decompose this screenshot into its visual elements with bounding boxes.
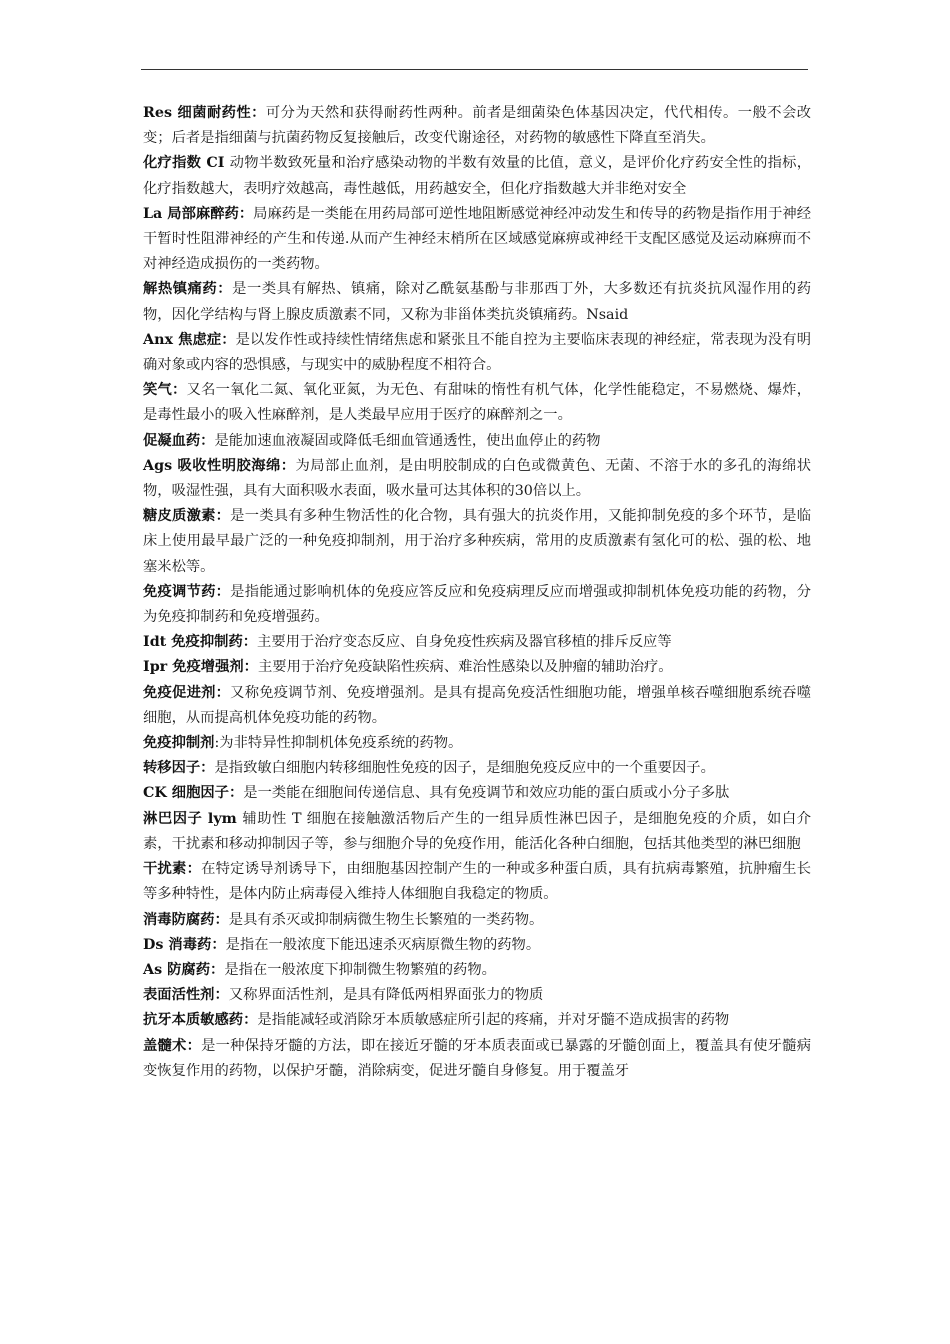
glossary-entry [143,781,811,806]
entry-definition: 动物半数致死量和治疗感染动物的半数有效量的比值，意义，是评价化疗药安全性的指标，化疗指数越大，表明疗效越高，毒性越低，用药越安全，但化疗指数越大并非绝对安全 [143,155,811,197]
glossary-entry [143,1034,811,1084]
entry-definition: 是以发作性或持续性情绪焦虑和紧张且不能自控为主要临床表现的神经症，常表现为没有明确对象或内容的恐惧感，与现实中的威胁程度不相符合。 [143,331,811,374]
glossary-entry [143,504,811,580]
entry-definition: 是指在一般浓度下能迅速杀灭病原微生物的药物。 [225,936,541,953]
glossary-entry [143,731,811,756]
entry-term: 表面活性剂： [143,987,229,1004]
glossary-entry [143,756,811,781]
entry-term: 免疫调节药： [143,583,231,600]
glossary-entry [143,655,811,680]
entry-term: 盖髓术： [143,1037,202,1054]
entry-term: La 局部麻醉药： [143,205,254,222]
entry-term: Anx 焦虑症： [143,331,236,348]
glossary-entry [143,202,811,278]
glossary-entry [143,277,811,327]
entry-definition: 又称免疫调节剂、免疫增强剂。是具有提高免疫活性细胞功能，增强单核吞噬细胞系统吞噬细胞，从而提高机体免疫功能的药物。 [143,684,812,726]
entry-definition: 是一种保持牙髓的方法，即在接近牙髓的牙本质表面或已暴露的牙髓创面上，覆盖具有使牙髓病变恢复作用的药物，以保护牙髓，消除病变，促进牙髓自身修复。用于覆盖牙 [143,1037,811,1079]
glossary-entry [143,101,811,151]
entry-term: Res 细菌耐药性： [143,105,266,121]
glossary-entry [143,454,811,504]
entry-term: Idt 免疫抑制药： [143,634,258,651]
glossary-entry [143,580,811,630]
glossary-entry [143,151,811,201]
glossary-entry [143,1008,811,1033]
glossary-entry [143,958,811,983]
entry-term: 抗牙本质敏感药： [143,1012,258,1029]
glossary-entry [143,429,811,454]
entry-definition: 是具有杀灭或抑制病微生物生长繁殖的一类药物。 [228,911,544,928]
glossary-entry [143,681,811,731]
entry-term: 促凝血药： [143,432,215,449]
entry-term: 化疗指数 CI [143,155,230,172]
entry-definition: 是一类具有解热、镇痛，除对乙酰氨基酚与非那西丁外，大多数还有抗炎抗风湿作用的药物，因化学结构与肾上腺皮质激素不同，又称为非甾体类抗炎镇痛药。Nsaid [143,281,812,323]
glossary-body [143,101,811,1084]
entry-term: CK 细胞因子： [143,785,244,802]
glossary-entry [143,378,811,428]
entry-definition: 是一类能在细胞间传递信息、具有免疫调节和效应功能的蛋白质或小分子多肽 [243,785,730,802]
entry-definition: :为非特异性抑制机体免疫系统的药物。 [214,735,463,752]
entry-definition: 是一类具有多种生物活性的化合物，具有强大的抗炎作用，又能抑制免疫的多个环节，是临床上使用最早最广泛的一种免疫抑制剂，用于治疗多种疾病，常用的皮质激素有氢化可的松、强的松、地塞米松等。 [143,508,812,575]
entry-term: 笑气： [143,382,187,399]
glossary-entry [143,328,811,378]
entry-term: 解热镇痛药： [143,281,233,298]
glossary-entry [143,983,811,1008]
entry-term: Ds 消毒药： [143,936,226,953]
entry-definition: 是能加速血液凝固或降低毛细血管通透性，使出血停止的药物 [214,432,601,449]
entry-definition: 是指在一般浓度下抑制微生物繁殖的药物。 [224,961,496,978]
glossary-entry [143,857,811,907]
entry-term: 干扰素： [143,861,202,878]
entry-definition: 局麻药是一类能在用药局部可逆性地阻断感觉神经冲动发生和传导的药物是指作用于神经干暂时性阻滞神经的产生和传递.从而产生神经末梢所在区域感觉麻痹或神经干支配区感觉及运动麻痹而不对神经造成损伤的一类药物。 [143,205,812,273]
entry-definition: 可分为天然和获得耐药性两种。前者是细菌染色体基因决定，代代相传。一般不会改变；后者是指细菌与抗菌药物反复接触后，改变代谢途径，对药物的敏感性下降直至消失。 [143,105,811,147]
entry-term: 淋巴因子 lym [143,810,243,827]
entry-term: Ags 吸收性明胶海绵： [143,457,296,474]
entry-definition: 是指能减轻或消除牙本质敏感症所引起的疼痛，并对牙髓不造成损害的药物 [257,1012,730,1029]
glossary-entry [143,630,811,655]
entry-term: As 防腐药： [143,961,225,978]
entry-definition: 主要用于治疗变态反应、自身免疫性疾病及器官移植的排斥反应等 [257,634,672,651]
entry-definition: 是指致敏白细胞内转移细胞性免疫的因子，是细胞免疫反应中的一个重要因子。 [214,760,715,777]
entry-definition: 又称界面活性剂，是具有降低两相界面张力的物质 [228,987,544,1004]
glossary-entry [143,908,811,933]
entry-definition: 在特定诱导剂诱导下，由细胞基因控制产生的一种或多种蛋白质，具有抗病毒繁殖，抗肿瘤生长等多种特性，是体内防止病毒侵入维持人体细胞自我稳定的物质。 [143,861,811,903]
glossary-entry [143,807,811,857]
entry-term: 消毒防腐药： [143,911,229,928]
entry-definition: 辅助性 T 细胞在接触激活物后产生的一组异质性淋巴因子，是细胞免疫的介质，如白介素，干扰素和移动抑制因子等，参与细胞介导的免疫作用，能活化各种白细胞，包括其他类型的淋巴细胞 [143,810,812,852]
entry-definition: 为局部止血剂，是由明胶制成的白色或微黄色、无菌、不溶于水的多孔的海绵状物，吸湿性强，具有大面积吸水表面，吸水量可达其体积的30倍以上。 [143,457,811,500]
entry-term: 免疫抑制剂 [143,735,215,752]
entry-term: 转移因子： [143,760,215,777]
entry-term: 糖皮质激素： [143,508,231,525]
entry-definition: 又名一氧化二氮、氧化亚氮，为无色、有甜味的惰性有机气体，化学性能稳定，不易燃烧、爆炸，是毒性最小的吸入性麻醉剂，是人类最早应用于医疗的麻醉剂之一。 [143,382,812,424]
entry-definition: 主要用于治疗免疫缺陷性疾病、难治性感染以及肿瘤的辅助治疗。 [257,659,673,676]
glossary-entry [143,933,811,958]
entry-definition: 是指能通过影响机体的免疫应答反应和免疫病理反应而增强或抑制机体免疫功能的药物，分为免疫抑制药和免疫增强药。 [143,583,812,626]
entry-term: Ipr 免疫增强剂： [143,659,258,676]
entry-term: 免疫促进剂： [143,684,231,701]
header-rule [141,69,808,70]
